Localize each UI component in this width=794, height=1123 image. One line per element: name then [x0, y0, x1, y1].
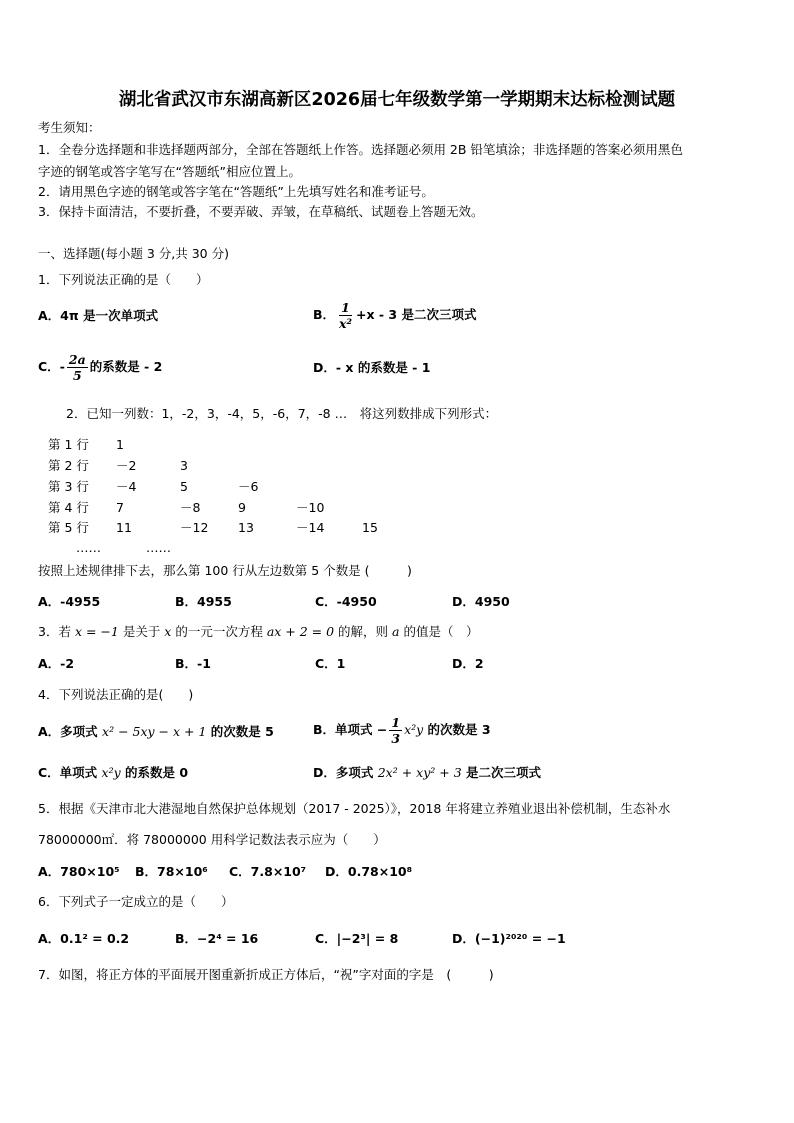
- q4-option-a: [38, 724, 274, 740]
- q1-option-a: A．4π 是一次单项式: [38, 308, 159, 323]
- q2-row-label: 第 1 行: [48, 437, 89, 452]
- q1-stem: 1．下列说法正确的是（ ）: [38, 272, 209, 287]
- q3-math-a: a: [392, 624, 400, 639]
- q2-ellipsis-2: ……: [146, 540, 171, 555]
- q1-b-suffix: +x - 3 是二次三项式: [355, 307, 477, 322]
- notice-item-3: 3．保持卡面清洁，不要折叠，不要弄破、弄皱，在草稿纸、试题卷上答题无效。: [38, 204, 484, 219]
- notice-item-2: 2．请用黑色字迹的钢笔或答字笔在“答题纸”上先填写姓名和准考证号。: [38, 184, 434, 199]
- section-heading: 一、选择题(每小题 3 分,共 30 分): [38, 246, 229, 261]
- q3-option-a: A．-2: [38, 656, 75, 671]
- q3-option-b: B．-1: [175, 656, 211, 671]
- q2-row-value: －14: [296, 520, 325, 535]
- notice-heading: 考生须知：: [38, 120, 101, 135]
- q2-stem: 2．已知一列数：1，-2，3，-4，5，-6，7，-8 … 将这列数排成下列形式：: [66, 406, 498, 421]
- q2-question: 按照上述规律排下去，那么第 100 行从左边数第 5 个数是 ( ): [38, 563, 412, 578]
- q4-b-num: 1: [391, 715, 401, 730]
- q2-row-label: 第 2 行: [48, 458, 89, 473]
- q1-option-c: [38, 348, 162, 388]
- q5-option-d: D．0.78×10⁸: [325, 864, 413, 879]
- q1-c-num: 2a: [68, 352, 86, 367]
- q3-stem-part4: 的解，则: [334, 624, 393, 639]
- q4-d-prefix: D．多项式: [313, 765, 378, 780]
- q4-d-suffix: 是二次三项式: [461, 765, 542, 780]
- q5-option-b: B．78×10⁶: [135, 864, 208, 879]
- q3-stem: [38, 624, 478, 640]
- q4-option-c: [38, 765, 188, 781]
- q2-row-value: －8: [180, 500, 201, 515]
- q1-b-num: 1: [341, 300, 350, 315]
- q4-a-suffix: 的次数是 5: [206, 724, 274, 739]
- q3-stem-part2: 是关于: [118, 624, 165, 639]
- q4-c-prefix: C．单项式: [38, 765, 102, 780]
- q2-row-value: －6: [238, 479, 259, 494]
- q1-c-den: 5: [72, 368, 82, 383]
- q4-d-math: 2x² + xy² + 3: [377, 765, 462, 780]
- q7-stem: 7．如图，将正方体的平面展开图重新折成正方体后，“祝”字对面的字是 ( ): [38, 967, 494, 982]
- q2-row-value: 5: [180, 479, 188, 494]
- q2-option-a: A．-4955: [38, 594, 101, 609]
- q3-stem-part1: 3．若: [38, 624, 75, 639]
- q1-b-prefix: B．: [313, 307, 336, 322]
- q1-b-fraction: [337, 300, 354, 331]
- q6-stem: 6．下列式子一定成立的是（ ）: [38, 894, 234, 909]
- q2-option-b: B．4955: [175, 594, 232, 609]
- q1-option-d: D．- x 的系数是 - 1: [313, 360, 431, 375]
- q1-c-sign: -: [59, 359, 65, 374]
- q4-option-d: [313, 765, 541, 781]
- q3-math-x: x: [164, 624, 172, 639]
- q4-stem: 4．下列说法正确的是( ): [38, 687, 194, 702]
- q1-b-den: x²: [339, 316, 352, 331]
- q2-row-value: 9: [238, 500, 246, 515]
- q1-c-fraction: [67, 352, 88, 383]
- q3-stem-part3: 的一元一次方程: [171, 624, 267, 639]
- q1-option-b: [313, 296, 476, 336]
- q6-option-b: B．−2⁴ = 16: [175, 931, 259, 946]
- q5-option-a: A．780×10⁵: [38, 864, 120, 879]
- q2-row-value: 13: [238, 520, 254, 535]
- q3-math-equation: ax + 2 = 0: [266, 624, 335, 639]
- notice-item-1-cont: 字迹的钢笔或答字笔写在“答题纸”相应位置上。: [38, 164, 301, 179]
- q3-stem-part5: 的值是（ ）: [399, 624, 479, 639]
- q2-row-value: 7: [116, 500, 124, 515]
- q4-b-math: x²y: [404, 722, 424, 737]
- q6-option-a: A．0.1² = 0.2: [38, 931, 130, 946]
- q2-row-value: 11: [116, 520, 132, 535]
- q5-stem-line1: 5．根据《天津市北大港湿地自然保护总体规划（2017 - 2025）》，2018 年将建立养殖业退出补偿机制，生态补水: [38, 801, 671, 816]
- q4-c-suffix: 的系数是 0: [120, 765, 189, 780]
- q4-b-den: 3: [391, 731, 401, 746]
- q1-c-prefix: C．: [38, 359, 60, 374]
- q2-option-d: D．4950: [452, 594, 510, 609]
- q2-row-value: －2: [116, 458, 137, 473]
- q5-stem-line2: 78000000㎡．将 78000000 用科学记数法表示应为（ ）: [38, 832, 386, 847]
- q2-row-value: 3: [180, 458, 188, 473]
- q4-option-b: [313, 710, 491, 752]
- q2-row-label: 第 3 行: [48, 479, 89, 494]
- q2-row-value: －12: [180, 520, 209, 535]
- q2-row-value: －4: [116, 479, 137, 494]
- notice-item-1: 1．全卷分选择题和非选择题两部分，全部在答题纸上作答。选择题必须用 2B 铅笔填涂；非选择题的答案必须用黑色: [38, 142, 683, 157]
- page-title: 湖北省武汉市东湖高新区2026届七年级数学第一学期期末达标检测试题: [118, 90, 676, 110]
- q2-row-label: 第 5 行: [48, 520, 89, 535]
- q5-option-c: C．7.8×10⁷: [229, 864, 307, 879]
- q3-option-d: D．2: [452, 656, 484, 671]
- q6-option-c: C．|−2³| = 8: [315, 931, 399, 946]
- q4-c-math: x²y: [101, 765, 121, 780]
- q2-row-value: －10: [296, 500, 325, 515]
- q2-ellipsis-1: ……: [76, 540, 101, 555]
- q1-c-suffix: 的系数是 - 2: [89, 359, 163, 374]
- q2-row-label: 第 4 行: [48, 500, 89, 515]
- q2-row-value: 15: [362, 520, 378, 535]
- q4-b-prefix: B．单项式 −: [313, 722, 388, 737]
- q3-math-x-value: x = −1: [74, 624, 119, 639]
- q2-row-value: 1: [116, 437, 124, 452]
- q4-b-suffix: 的次数是 3: [423, 722, 491, 737]
- q6-option-d: D．(−1)²⁰²⁰ = −1: [452, 931, 566, 946]
- q2-option-c: C．-4950: [315, 594, 377, 609]
- q3-option-c: C．1: [315, 656, 346, 671]
- q4-b-fraction: [389, 715, 402, 746]
- q4-a-math: x² − 5xy − x + 1: [102, 724, 207, 739]
- q4-a-prefix: A．多项式: [38, 724, 103, 739]
